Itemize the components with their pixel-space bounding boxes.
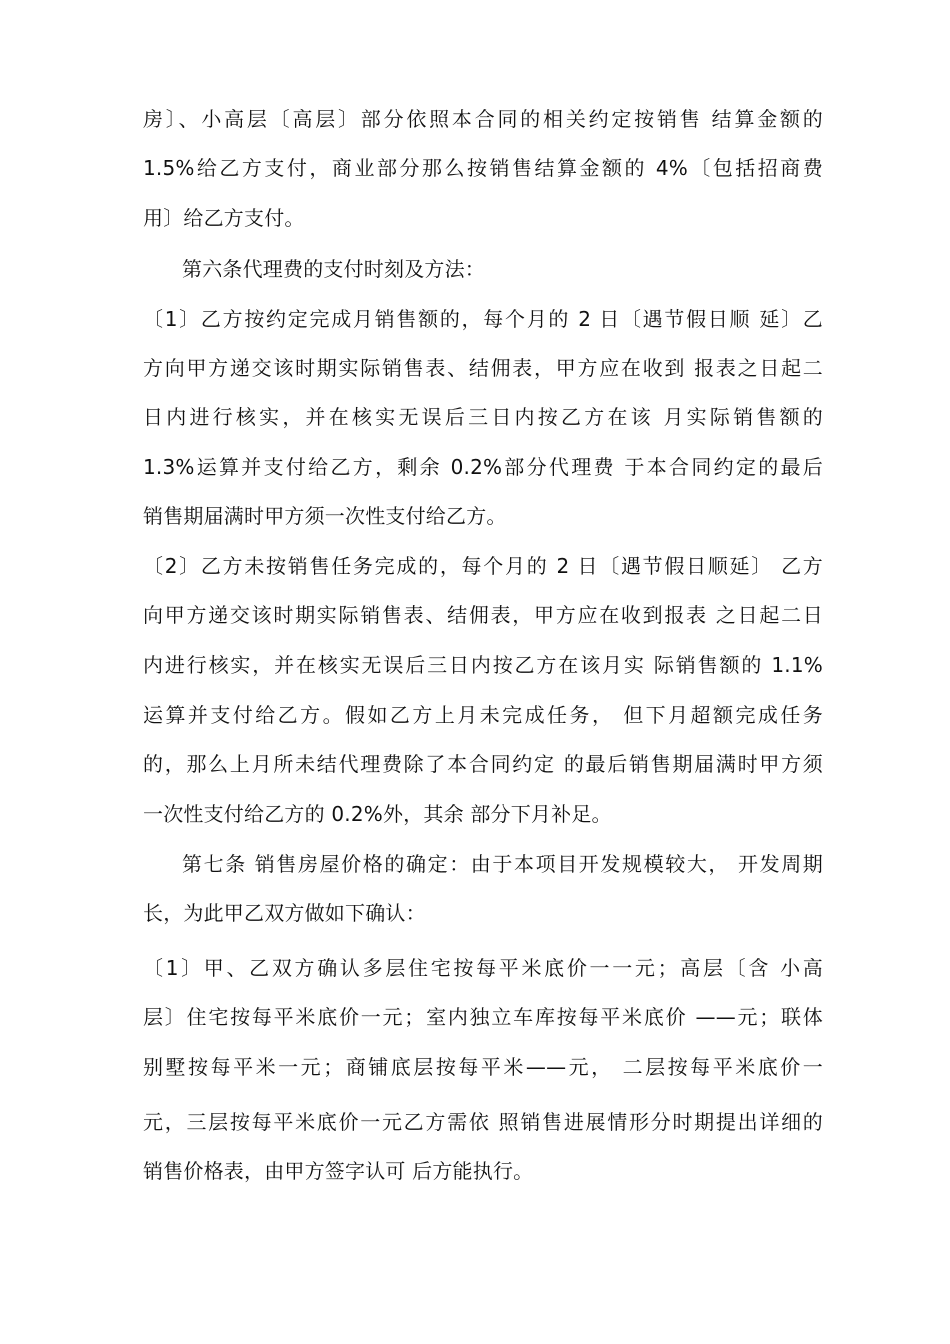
paragraph-line: 〔2〕乙方未按销售任务完成的，每个月的 2 日〔遇节假日顺延〕 乙方 <box>143 554 823 578</box>
paragraph-line: 内进行核实，并在核实无误后三日内按乙方在该月实 际销售额的 1.1% <box>143 653 823 677</box>
paragraph-line: 别墅按每平米一元；商铺底层按每平米——元， 二层按每平米底价一 <box>143 1055 823 1079</box>
paragraph-line: 1.3%运算并支付给乙方，剩余 0.2%部分代理费 于本合同约定的最后 <box>143 455 823 479</box>
paragraph-line: 1.5%给乙方支付，商业部分那么按销售结算金额的 4%〔包括招商费 <box>143 156 823 180</box>
article-heading: 第七条 销售房屋价格的确定：由于本项目开发规模较大， 开发周期 <box>182 852 823 876</box>
paragraph-line: 层〕住宅按每平米底价一元；室内独立车库按每平米底价 ——元；联体 <box>143 1005 823 1029</box>
paragraph-line: 的，那么上月所未结代理费除了本合同约定 的最后销售期届满时甲方须 <box>143 752 823 776</box>
paragraph-line: 一次性支付给乙方的 0.2%外，其余 部分下月补足。 <box>143 802 612 826</box>
article-heading: 第六条代理费的支付时刻及方法： <box>182 257 485 281</box>
paragraph-line: 方向甲方递交该时期实际销售表、结佣表，甲方应在收到 报表之日起二 <box>143 356 823 380</box>
paragraph-line: 运算并支付给乙方。假如乙方上月未完成任务， 但下月超额完成任务 <box>143 703 823 727</box>
paragraph-line: 销售价格表，由甲方签字认可 后方能执行。 <box>143 1159 534 1183</box>
paragraph-line: 向甲方递交该时期实际销售表、结佣表，甲方应在收到报表 之日起二日 <box>143 603 823 627</box>
paragraph-line: 〔1〕乙方按约定完成月销售额的，每个月的 2 日〔遇节假日顺 延〕乙 <box>143 307 823 331</box>
paragraph-line: 日内进行核实，并在核实无误后三日内按乙方在该 月实际销售额的 <box>143 405 823 429</box>
paragraph-line: 用〕给乙方支付。 <box>143 206 305 230</box>
paragraph-line: 〔1〕甲、乙双方确认多层住宅按每平米底价一一元；高层〔含 小高 <box>143 956 823 980</box>
paragraph-line: 销售期届满时甲方须一次性支付给乙方。 <box>143 504 507 528</box>
paragraph-line: 元，三层按每平米底价一元乙方需依 照销售进展情形分时期提出详细的 <box>143 1110 823 1134</box>
paragraph-line: 长，为此甲乙双方做如下确认： <box>143 901 426 925</box>
paragraph-line: 房〕、小高层〔高层〕部分依照本合同的相关约定按销售 结算金额的 <box>143 107 823 131</box>
